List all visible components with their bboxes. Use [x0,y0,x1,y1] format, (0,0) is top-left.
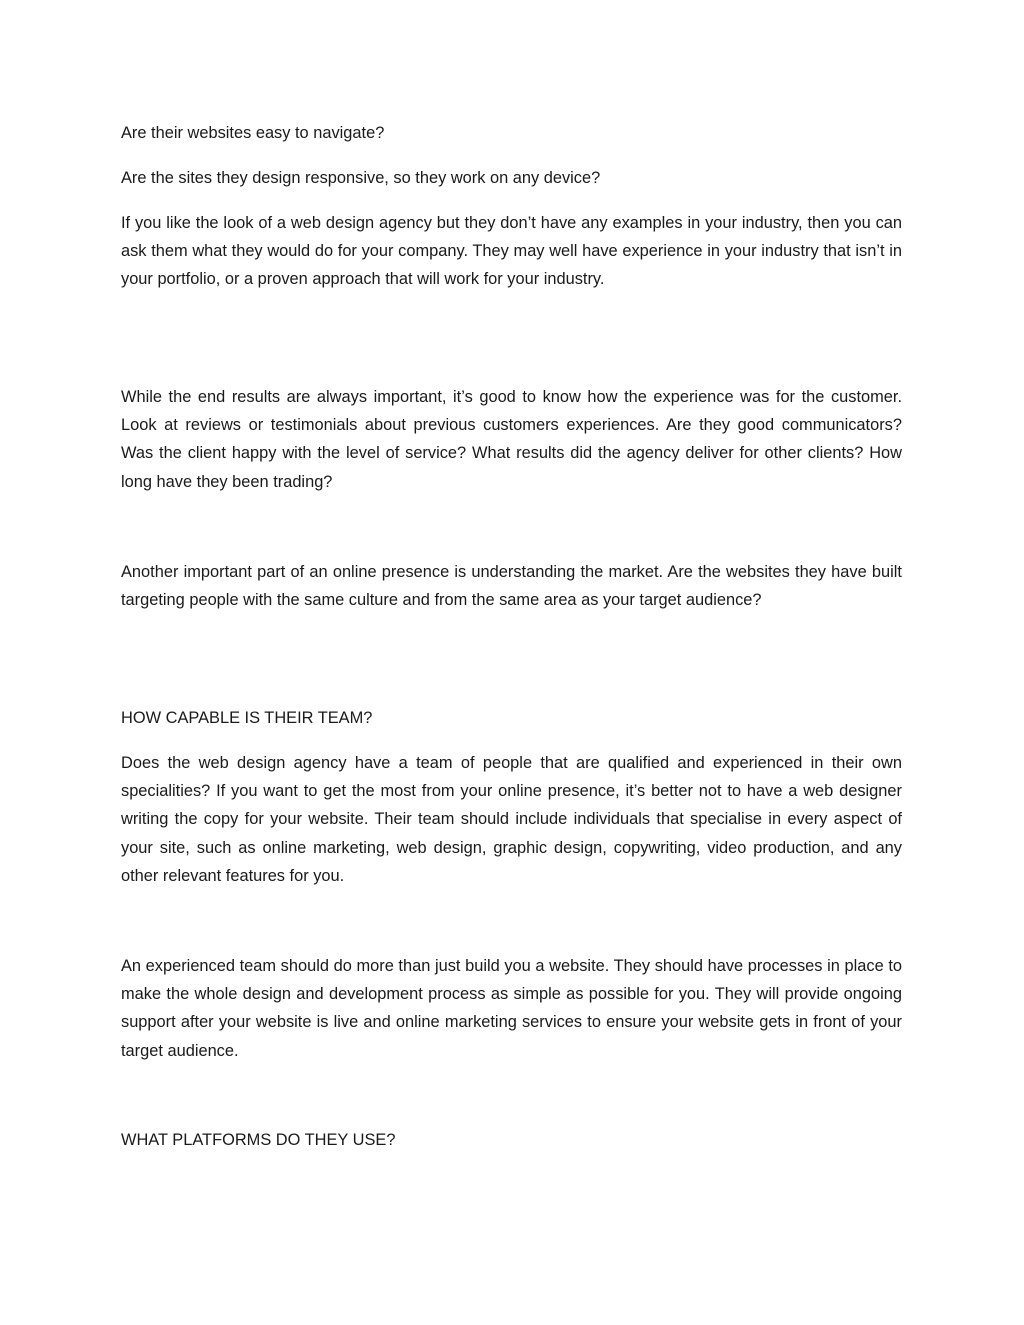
paragraph-customer-experience: While the end results are always important, it’s good to know how the experience was for the customer. Look at reviews or testimonials about previous customers experiences. Are they good communicators? Was the client happy with the level of service? What results did the agency deliver for other clients? How long have they been trading? [121,388,902,491]
question-responsive: Are the sites they design responsive, so they work on any device? [121,169,601,187]
heading-team-capability: HOW CAPABLE IS THEIR TEAM? [121,709,373,727]
paragraph-market-understanding: Another important part of an online presence is understanding the market. Are the websites they have built targeting people with the same culture and from the same area as your target audience? [121,563,902,610]
question-navigation: Are their websites easy to navigate? [121,124,385,142]
paragraph-industry-examples: If you like the look of a web design agency but they don’t have any examples in your industry, then you can ask them what they would do for your company. They may well have experience in your industry that isn’t in your portfolio, or a proven approach that will work for your industry. [121,214,902,289]
heading-platforms: WHAT PLATFORMS DO THEY USE? [121,1131,396,1149]
paragraph-experienced-team: An experienced team should do more than just build you a website. They should have processes in place to make the whole design and development process as simple as possible for you. They will provide ongoing support after your website is live and online marketing services to ensure your website gets in front of your target audience. [121,957,902,1060]
paragraph-team-qualifications: Does the web design agency have a team of people that are qualified and experienced in their own specialities? If you want to get the most from your online presence, it’s better not to have a web designer writing the copy for your website. Their team should include individuals that specialise in every aspect of your site, such as online marketing, web design, graphic design, copywriting, video production, and any other relevant features for you. [121,754,902,885]
